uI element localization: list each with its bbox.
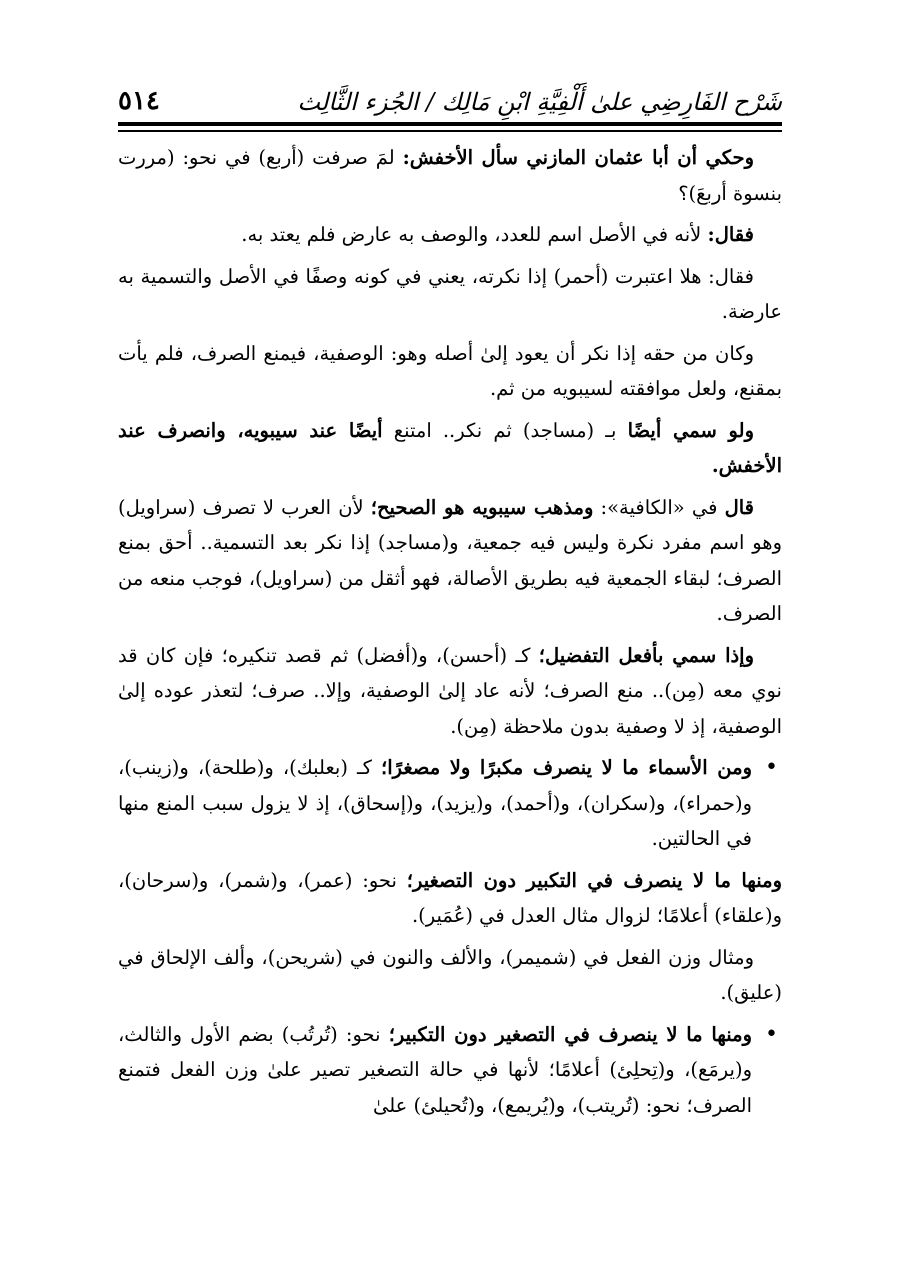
body-text <box>118 140 782 1231</box>
bold-run: وحكي أن أبا عثمان المازني سأل الأخفش: <box>402 146 754 169</box>
header-rule-thin <box>118 130 782 132</box>
text-run: نحو: (تُرتُب) بضم الأول والثالث، و(يرمَع)، و(تِحلِئ) أعلامًا؛ لأنها في حالة التصغير تصير علىٰ وزن الفعل فتمنع الصرف؛ نحو: (تُريتب)، و(يُريمع)، و(تُحيلئ) علىٰ <box>118 1022 752 1117</box>
running-title: شَرْح الفَارِضِي علىٰ أَلْفِيَّةِ ابْنِ مَالِك / الجُزء الثَّالِث <box>297 88 782 116</box>
bold-run: فقال: <box>707 223 754 246</box>
bold-run: أيضًا عند سيبويه، وانصرف عند الأخفش. <box>118 418 782 477</box>
text-run: نحو: (عمر)، و(شمر)، و(سرحان)، و(علقاء) أعلامًا؛ لزوال مثال العدل في (عُمَير). <box>118 868 782 927</box>
header-rule-thick <box>118 122 782 126</box>
bold-run: ومنها ما لا ينصرف في التصغير دون التكبير؛ <box>388 1022 752 1046</box>
paragraph <box>118 490 782 632</box>
paragraph <box>118 940 782 1011</box>
bold-run: ومنها ما لا ينصرف في التكبير دون التصغير؛ <box>406 868 782 892</box>
paragraph <box>118 336 782 407</box>
paragraph <box>118 413 782 484</box>
text-run: فقال: هلا اعتبرت (أحمر) إذا نكرته، يعني في كونه وصفًا في الأصل والتسمية به عارضة. <box>118 264 782 323</box>
bold-run: ومن الأسماء ما لا ينصرف مكبرًا ولا مصغرًا؛ <box>381 756 752 779</box>
bold-run: وإذا سمي بأفعل التفضيل؛ <box>538 643 755 667</box>
bullet-paragraph <box>118 1017 782 1124</box>
text-run: في «الكافية»: <box>593 495 725 519</box>
text-run: بـ (مساجد) ثم نكر.. امتنع <box>382 418 628 442</box>
text-run: لأن العرب لا تصرف (سراويل) وهو اسم مفرد نكرة وليس فيه جمعية، و(مساجد) إذا نكر بعد التسمية.. أحق بمنع الصرف؛ لبقاء الجمعية فيه بطريق الأصالة، فهو أثقل من (سراويل)، فوجب منعه من الصرف. <box>118 495 782 625</box>
page-header <box>118 72 782 116</box>
text-run: ومثال وزن الفعل في (شميمر)، والألف والنون في (شريحن)، وألف الإلحاق في (عليق). <box>118 945 782 1004</box>
paragraph <box>118 638 782 745</box>
paragraph <box>118 863 782 934</box>
paragraph <box>118 217 782 253</box>
text-run: لمَ صرفت (أربع) في نحو: (مررت بنسوة أربعَ)؟ <box>118 146 782 205</box>
paragraph <box>118 140 782 211</box>
text-run: وكان من حقه إذا نكر أن يعود إلىٰ أصله وهو: الوصفية، فيمنع الصرف، فلم يأت بمقنع، ولعل موافقته لسيبويه من ثم. <box>118 341 782 400</box>
text-run: لأنه في الأصل اسم للعدد، والوصف به عارض فلم يعتد به. <box>241 223 708 246</box>
page-number: ٥١٤ <box>118 86 160 116</box>
bold-run: ولو سمي أيضًا <box>627 418 754 442</box>
bold-run: قال <box>724 495 754 519</box>
bullet-paragraph <box>118 750 782 857</box>
bold-run: ومذهب سيبويه هو الصحيح؛ <box>370 495 594 519</box>
paragraph <box>118 259 782 330</box>
text-run: كـ (أحسن)، و(أفضل) ثم قصد تنكيره؛ فإن كان قد نوي معه (مِن).. منع الصرف؛ لأنه عاد إلىٰ الوصفية، وإلا.. صرف؛ لتعذر عوده إلىٰ الوصفية، إذ لا وصفية بدون ملاحظة (مِن). <box>118 643 782 738</box>
text-run: كـ (بعلبك)، و(طلحة)، و(زينب)، و(حمراء)، و(سكران)، و(أحمد)، و(يزيد)، و(إسحاق)، إذ لا يزول سبب المنع منها في الحالتين. <box>118 756 752 850</box>
